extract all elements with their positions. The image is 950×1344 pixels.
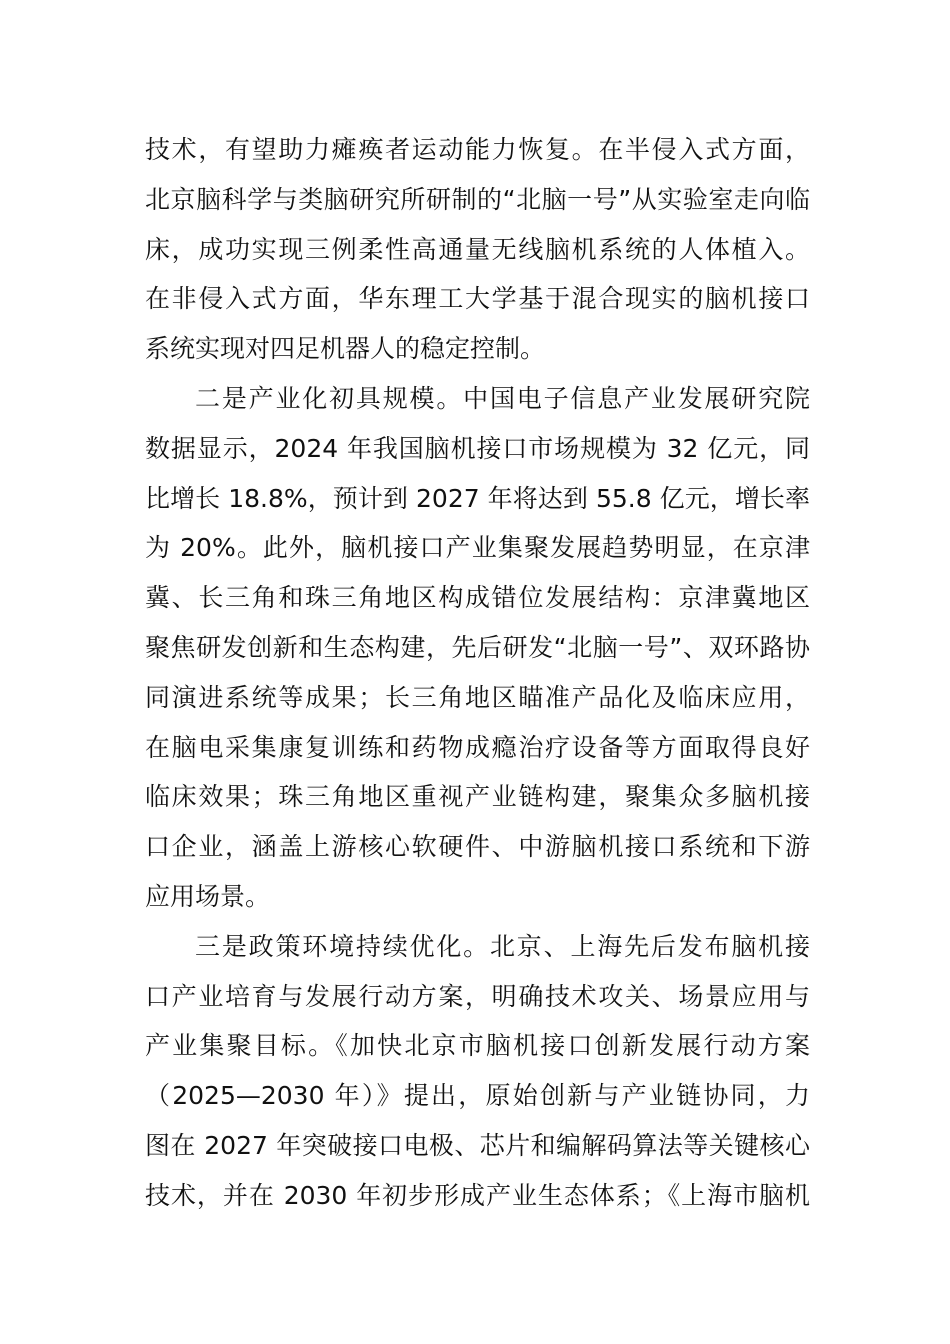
text-line: 聚焦研发创新和生态构建，先后研发“北脑一号”、双环路协 (145, 632, 810, 662)
text-line: 在非侵入式方面，华东理工大学基于混合现实的脑机接口 (145, 284, 810, 314)
text-line: 在脑电采集康复训练和药物成瘾治疗设备等方面取得良好 (145, 732, 810, 762)
paragraph-2 (145, 374, 810, 922)
text-line: 二是产业化初具规模。中国电子信息产业发展研究院 (195, 383, 810, 413)
text-line: 北京脑科学与类脑研究所研制的“北脑一号”从实验室走向临 (145, 184, 810, 214)
text-line: 口产业培育与发展行动方案，明确技术攻关、场景应用与 (145, 981, 810, 1011)
text-line: 临床效果；珠三角地区重视产业链构建，聚集众多脑机接 (145, 782, 810, 812)
text-line: 图在 2027 年突破接口电极、芯片和编解码算法等关键核心 (145, 1130, 810, 1160)
text-line: 数据显示，2024 年我国脑机接口市场规模为 32 亿元，同 (145, 433, 810, 463)
text-line: 为 20%。此外，脑机接口产业集聚发展趋势明显，在京津 (145, 533, 810, 563)
text-line: 床，成功实现三例柔性高通量无线脑机系统的人体植入。 (145, 234, 810, 264)
text-line: 口企业，涵盖上游核心软硬件、中游脑机接口系统和下游 (145, 832, 810, 862)
text-line: （2025—2030 年）》提出，原始创新与产业链协同，力 (145, 1081, 810, 1111)
paragraph-1 (145, 125, 810, 374)
text-line: 比增长 18.8%，预计到 2027 年将达到 55.8 亿元，增长率 (145, 483, 810, 513)
text-line: 三是政策环境持续优化。北京、上海先后发布脑机接 (195, 931, 810, 961)
text-line: 冀、长三角和珠三角地区构成错位发展结构：京津冀地区 (145, 583, 810, 613)
text-line: 系统实现对四足机器人的稳定控制。 (145, 334, 546, 364)
text-line: 产业集聚目标。《加快北京市脑机接口创新发展行动方案 (145, 1031, 810, 1061)
text-line: 技术，有望助力瘫痪者运动能力恢复。在半侵入式方面， (145, 135, 810, 164)
text-line: 应用场景。 (145, 881, 271, 911)
paragraph-3 (145, 922, 810, 1221)
text-line: 技术，并在 2030 年初步形成产业生态体系；《上海市脑机 (145, 1180, 810, 1210)
text-line: 同演进系统等成果；长三角地区瞄准产品化及临床应用， (145, 682, 810, 712)
document-body (145, 125, 810, 1221)
